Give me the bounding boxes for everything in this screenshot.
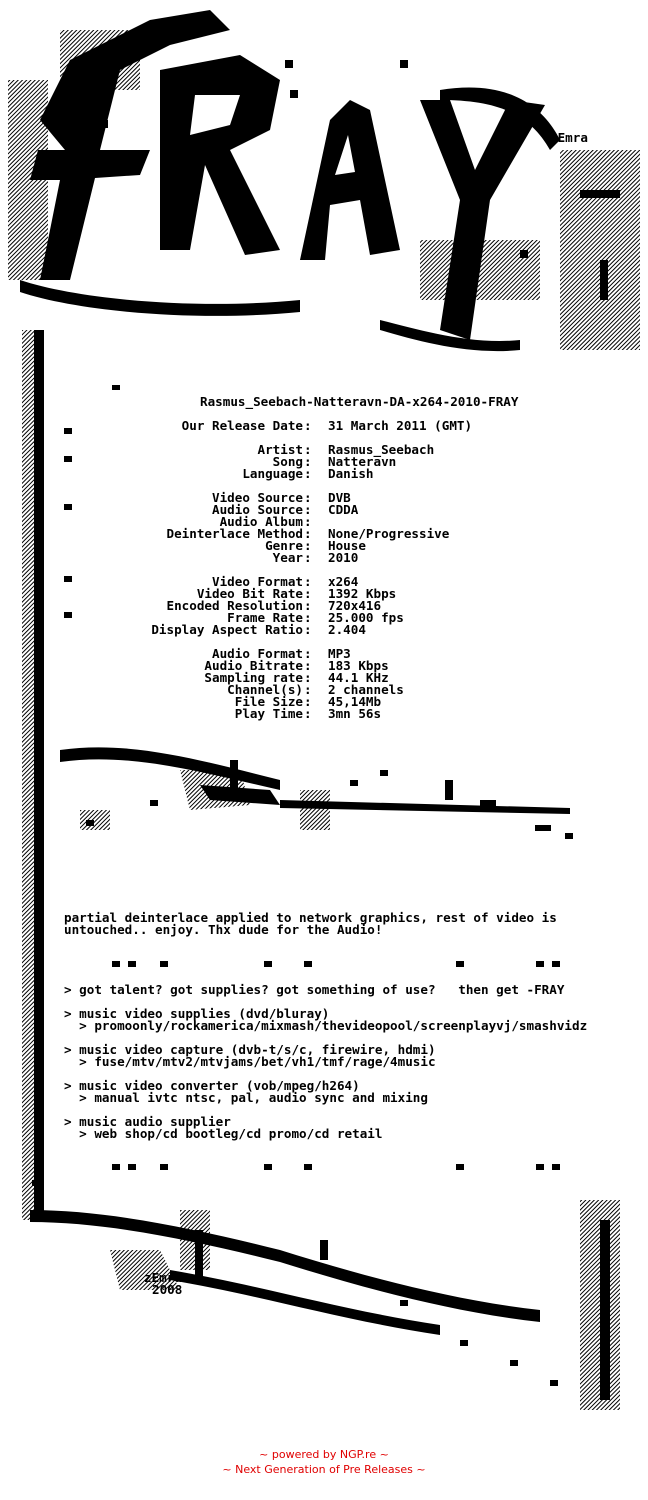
info-row <box>0 612 648 624</box>
info-row <box>0 696 648 708</box>
signature-name: zEmra <box>144 1270 182 1285</box>
info-row <box>0 648 648 660</box>
ad-item-detail: > manual ivtc ntsc, pal, audio sync and mixing <box>64 1090 428 1105</box>
info-value: 2010 <box>328 550 359 565</box>
separator: : <box>304 706 312 721</box>
release-date-value: 31 March 2011 (GMT) <box>328 418 473 433</box>
info-row <box>0 468 648 480</box>
separator: : <box>304 466 312 481</box>
info-row <box>0 624 648 636</box>
info-label: Audio Source <box>212 502 303 517</box>
info-label: Video Format <box>212 574 303 589</box>
separator: : <box>304 682 312 697</box>
info-value: House <box>328 538 366 553</box>
ad-item-detail: > promoonly/rockamerica/mixmash/thevideopool/screenplayvj/smashvidz <box>64 1018 588 1033</box>
ad-item-detail: > web shop/cd bootleg/cd promo/cd retail <box>64 1126 383 1141</box>
info-value: Danish <box>328 466 374 481</box>
info-row <box>0 588 648 600</box>
info-label: Audio Album <box>219 514 303 529</box>
info-row <box>0 600 648 612</box>
info-row <box>0 708 648 720</box>
footer-tagline: ~ Next Generation of Pre Releases ~ <box>222 1463 426 1476</box>
info-label: Genre <box>265 538 303 553</box>
ad-item-title: > music video converter (vob/mpeg/h264) <box>64 1078 360 1093</box>
separator: : <box>304 418 312 433</box>
separator: : <box>304 610 312 625</box>
info-label: Language <box>242 466 303 481</box>
ad-item-title: > music video supplies (dvd/bluray) <box>64 1006 330 1021</box>
info-label: Audio Format <box>212 646 303 661</box>
info-row <box>0 576 648 588</box>
info-row <box>0 456 648 468</box>
separator: : <box>304 514 312 529</box>
info-value: Natteravn <box>328 454 397 469</box>
info-value: 3mn 56s <box>328 706 382 721</box>
info-value: DVB <box>328 490 351 505</box>
logo-art <box>0 0 648 390</box>
release-name: Rasmus_Seebach-Natteravn-DA-x264-2010-FRAY <box>200 394 519 409</box>
info-value: 2.404 <box>328 622 366 637</box>
info-label: Artist <box>257 442 303 457</box>
info-value: 720x416 <box>328 598 382 613</box>
separator: : <box>304 454 312 469</box>
separator: : <box>304 694 312 709</box>
info-label: Display Aspect Ratio <box>151 622 303 637</box>
info-row <box>0 444 648 456</box>
separator: : <box>304 538 312 553</box>
info-label: Sampling rate <box>204 670 303 685</box>
notes-line-1: partial deinterlace applied to network graphics, rest of video is <box>64 910 557 925</box>
info-label: Year <box>272 550 303 565</box>
info-label: Frame Rate <box>227 610 303 625</box>
info-value: Rasmus_Seebach <box>328 442 435 457</box>
info-value: 44.1 KHz <box>328 670 389 685</box>
info-value: 183 Kbps <box>328 658 389 673</box>
info-value: MP3 <box>328 646 351 661</box>
info-value: 25.000 fps <box>328 610 404 625</box>
info-label: File Size <box>234 694 303 709</box>
notes-line-2: untouched.. enjoy. Thx dude for the Audio! <box>64 922 383 937</box>
separator: : <box>304 586 312 601</box>
separator: : <box>304 502 312 517</box>
middle-art <box>50 730 610 860</box>
bottom-art <box>20 1150 630 1420</box>
logo-art-graphic <box>0 0 648 390</box>
footer-powered-by: ~ powered by NGP.re ~ <box>259 1448 389 1461</box>
info-label: Play Time <box>234 706 303 721</box>
separator: : <box>304 574 312 589</box>
ad-item-title: > music video capture (dvb-t/s/c, firewire, hdmi) <box>64 1042 436 1057</box>
info-row <box>0 528 648 540</box>
info-value: CDDA <box>328 502 359 517</box>
separator: : <box>304 526 312 541</box>
ads-headline: > got talent? got supplies? got something of use? then get -FRAY <box>64 982 565 997</box>
separator: : <box>304 646 312 661</box>
info-label: Audio Bitrate <box>204 658 303 673</box>
info-label: Song <box>272 454 303 469</box>
info-row <box>0 540 648 552</box>
separator: : <box>304 442 312 457</box>
info-label: Video Bit Rate <box>196 586 303 601</box>
info-label: Channel(s) <box>227 682 303 697</box>
info-label: Deinterlace Method <box>166 526 303 541</box>
separator: : <box>304 598 312 613</box>
info-row <box>0 660 648 672</box>
release-date-label: Our Release Date <box>181 418 303 433</box>
info-row <box>0 552 648 564</box>
info-row <box>0 672 648 684</box>
info-value: 2 channels <box>328 682 404 697</box>
separator: : <box>304 622 312 637</box>
info-row <box>0 504 648 516</box>
separator: : <box>304 490 312 505</box>
separator: : <box>304 670 312 685</box>
info-label: Encoded Resolution <box>166 598 303 613</box>
separator: : <box>304 550 312 565</box>
info-value: None/Progressive <box>328 526 450 541</box>
info-value: 1392 Kbps <box>328 586 397 601</box>
info-row <box>0 684 648 696</box>
signature-year: 2008 <box>152 1282 183 1297</box>
ad-item-title: > music audio supplier <box>64 1114 231 1129</box>
info-row <box>0 492 648 504</box>
ad-item-detail: > fuse/mtv/mtv2/mtvjams/bet/vh1/tmf/rage/4music <box>64 1054 436 1069</box>
info-row <box>0 516 648 528</box>
separator: : <box>304 658 312 673</box>
release-date-row <box>0 420 648 432</box>
info-value: 45,14Mb <box>328 694 382 709</box>
footer <box>0 1448 648 1478</box>
info-label: Video Source <box>212 490 303 505</box>
info-value: x264 <box>328 574 359 589</box>
art-credit: zEmra <box>550 130 588 145</box>
